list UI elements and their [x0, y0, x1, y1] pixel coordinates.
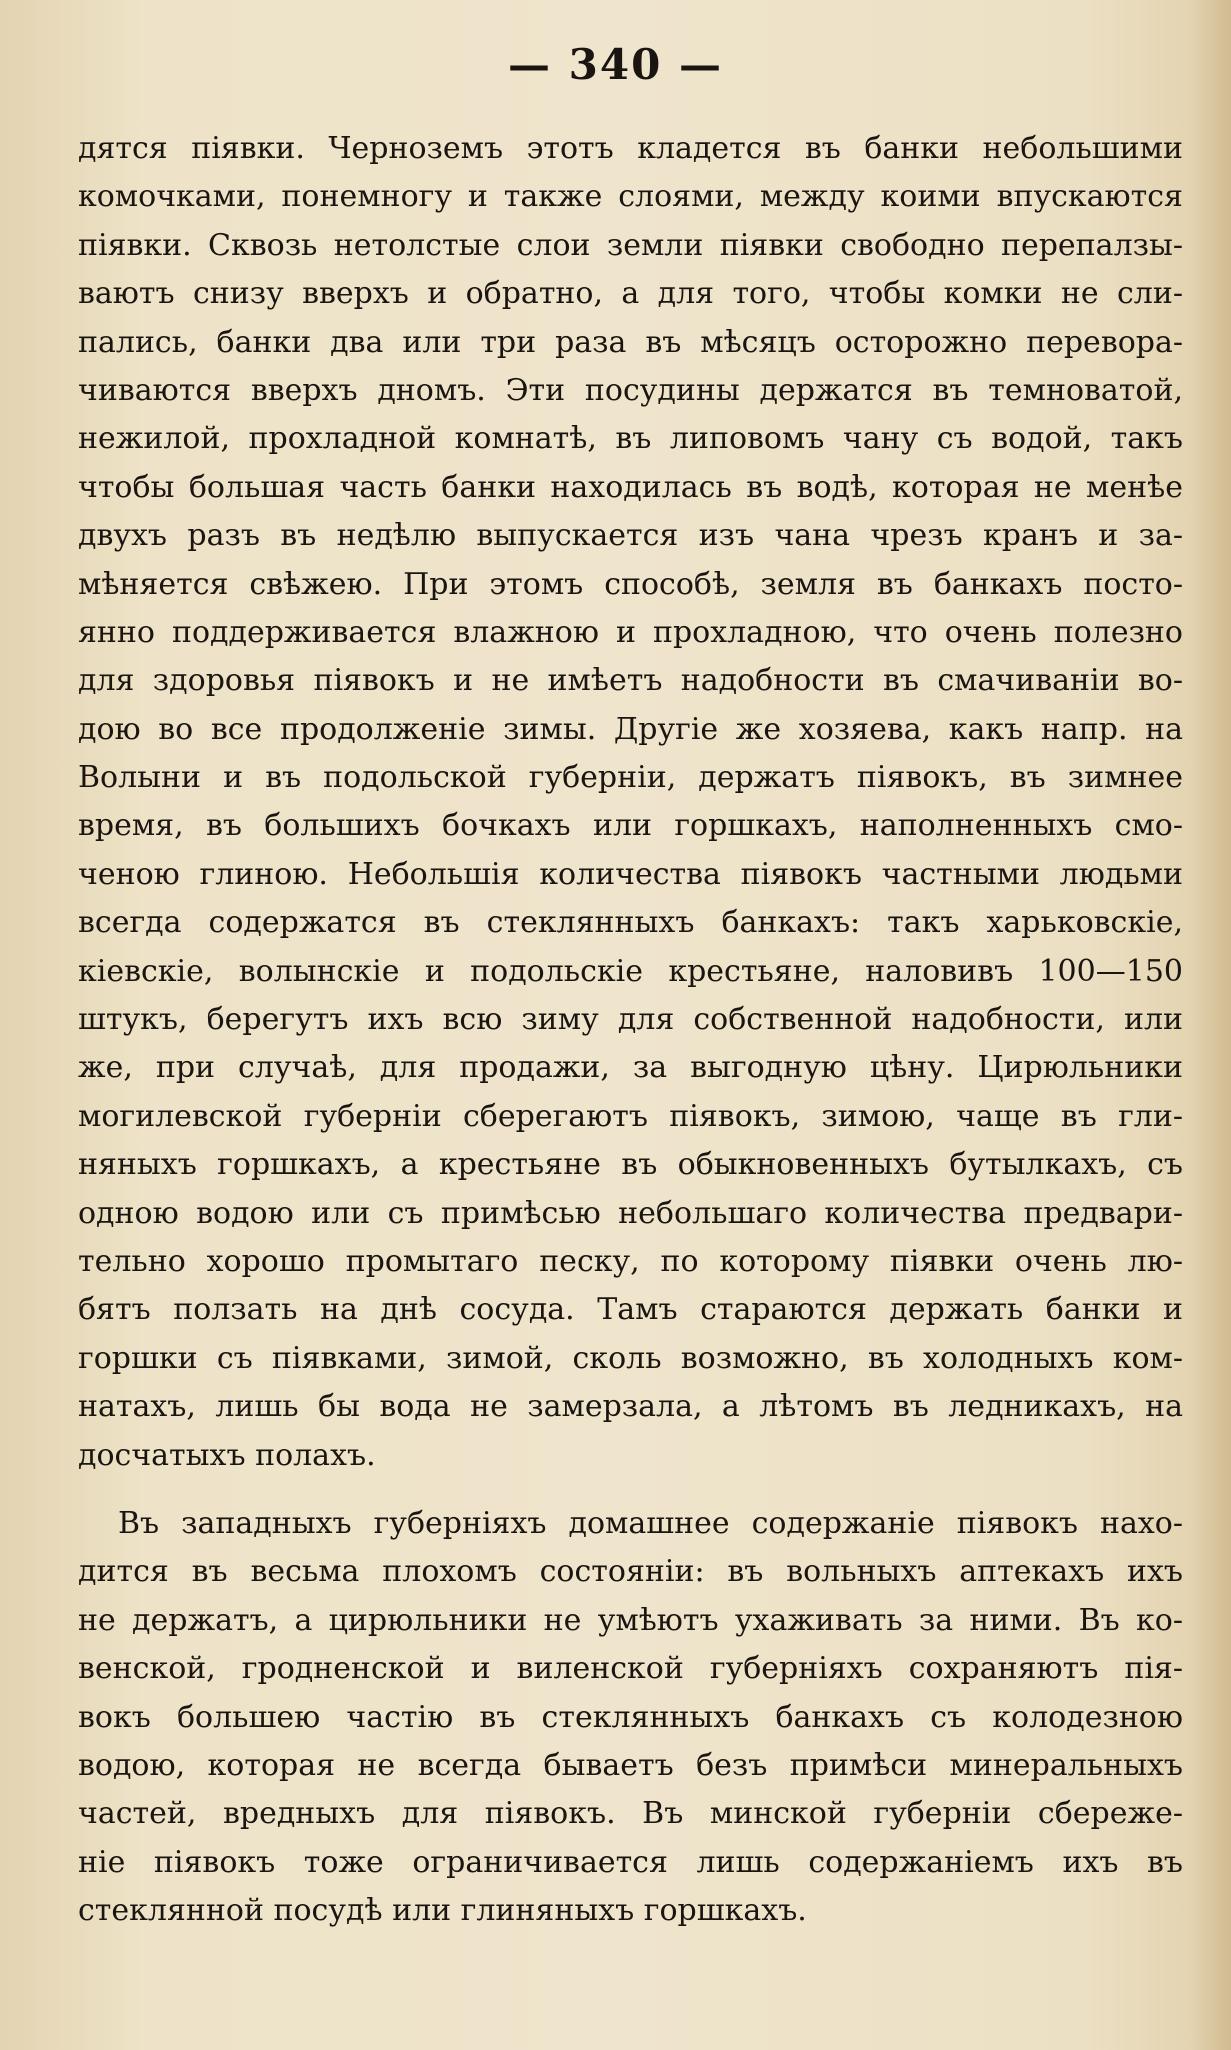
text-line: дятся піявки. Черноземъ этотъ кладется въ банки небольшими	[78, 131, 1183, 166]
text-line: няныхъ горшкахъ, а крестьяне въ обыкновенныхъ бутылкахъ, съ	[78, 1147, 1183, 1183]
text-line: ваютъ снизу вверхъ и обратно, а для того, чтобы комки не сли-	[78, 276, 1183, 312]
text-line: венской, гродненской и виленской губерніяхъ сохраняютъ пія-	[78, 1651, 1183, 1687]
text-line: натахъ, лишь бы вода не замерзала, а лѣтомъ въ ледникахъ, на	[78, 1389, 1183, 1425]
body-text	[78, 125, 1183, 1935]
text-line: частей, вредныхъ для піявокъ. Въ минской губерніи сбереже-	[78, 1796, 1183, 1832]
page-number: — 340 —	[508, 40, 723, 89]
text-line: піявки. Сквозь нетолстые слои земли піявки свободно перепалзы-	[78, 227, 1183, 263]
text-line: одною водою или съ примѣсью небольшаго количества предвари-	[78, 1195, 1183, 1231]
text-line: досчатыхъ полахъ.	[78, 1437, 376, 1473]
text-line: штукъ, берегутъ ихъ всю зиму для собственной надобности, или	[78, 1002, 1183, 1038]
text-line: янно поддерживается влажною и прохладною, что очень полезно	[78, 614, 1183, 650]
text-line: кіевскіе, волынскіе и подольскіе крестьяне, наловивъ 100—150	[78, 953, 1183, 989]
paragraph	[78, 125, 1183, 1480]
text-line: пались, банки два или три раза въ мѣсяцъ осторожно перевора-	[78, 324, 1183, 360]
text-line: могилевской губерніи сберегаютъ піявокъ, зимою, чаще въ гли-	[78, 1098, 1183, 1134]
text-line: чтобы большая часть банки находилась въ водѣ, которая не менѣе	[78, 469, 1183, 505]
text-line: мѣняется свѣжею. При этомъ способѣ, земля въ банкахъ посто-	[78, 566, 1183, 602]
text-line: Волыни и въ подольской губерніи, держатъ піявокъ, въ зимнее	[78, 760, 1183, 796]
paragraph-gap	[78, 1480, 1183, 1500]
text-line: горшки съ піявками, зимой, сколь возможно, въ холодныхъ ком-	[78, 1340, 1183, 1376]
text-line: же, при случаѣ, для продажи, за выгодную цѣну. Цирюльники	[78, 1050, 1183, 1086]
page-edge-shadow	[1191, 0, 1231, 2050]
text-line: дою во все продолженіе зимы. Другіе же хозяева, какъ напр. на	[78, 711, 1183, 747]
text-line: дится въ весьма плохомъ состояніи: въ вольныхъ аптекахъ ихъ	[78, 1554, 1183, 1590]
text-line: ченою глиною. Небольшія количества піявокъ частными людьми	[78, 856, 1183, 892]
text-line: вокъ большею частію въ стеклянныхъ банкахъ съ колодезною	[78, 1699, 1183, 1735]
text-line: комочками, понемногу и также слоями, между коими впускаются	[78, 179, 1183, 215]
text-line: время, въ большихъ бочкахъ или горшкахъ, наполненныхъ смо-	[78, 808, 1183, 844]
text-line: водою, которая не всегда бываетъ безъ примѣси минеральныхъ	[78, 1747, 1183, 1783]
text-line: бятъ ползать на днѣ сосуда. Тамъ стараются держать банки и	[78, 1292, 1183, 1328]
text-line: нежилой, прохладной комнатѣ, въ липовомъ чану съ водой, такъ	[78, 421, 1183, 457]
text-line: всегда содержатся въ стеклянныхъ банкахъ: такъ харьковскіе,	[78, 905, 1183, 941]
text-line: чиваются вверхъ дномъ. Эти посудины держатся въ темноватой,	[78, 372, 1183, 408]
text-line: не держатъ, а цирюльники не умѣютъ ухаживать за ними. Въ ко-	[78, 1602, 1183, 1638]
text-line: двухъ разъ въ недѣлю выпускается изъ чана чрезъ кранъ и за-	[78, 518, 1183, 554]
text-line: Въ западныхъ губерніяхъ домашнее содержаніе піявокъ нахо-	[118, 1505, 1183, 1541]
text-line: тельно хорошо промытаго песку, по которому піявки очень лю-	[78, 1243, 1183, 1279]
text-line: стеклянной посудѣ или глиняныхъ горшкахъ.	[78, 1893, 807, 1929]
text-line: ніе піявокъ тоже ограничивается лишь содержаніемъ ихъ въ	[78, 1844, 1183, 1880]
text-line: для здоровья піявокъ и не имѣетъ надобности въ смачиваніи во-	[78, 663, 1183, 699]
paragraph	[78, 1500, 1183, 1936]
